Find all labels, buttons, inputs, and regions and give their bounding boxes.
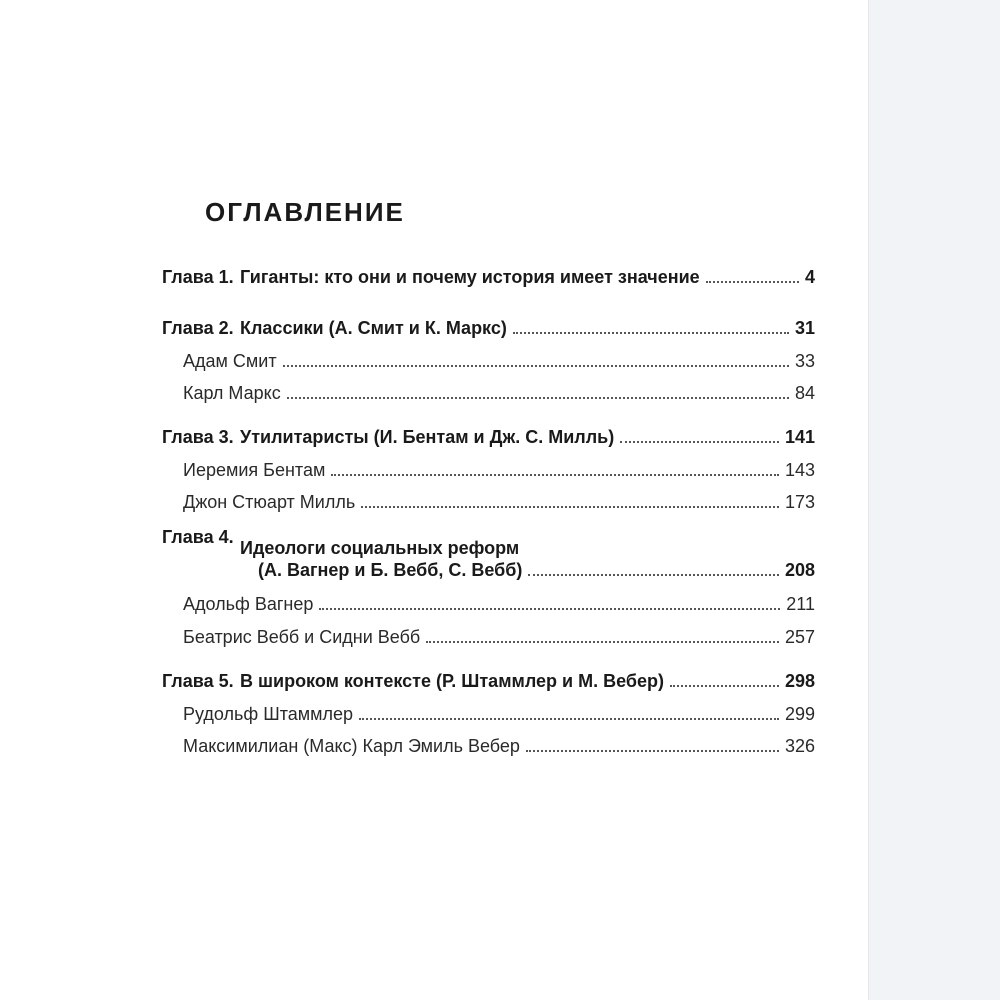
dot-leader xyxy=(528,574,779,576)
dot-leader xyxy=(526,750,779,752)
section-title: Адольф Вагнер xyxy=(183,594,314,614)
page-number: 4 xyxy=(804,267,815,287)
page-number: 173 xyxy=(784,492,815,512)
toc-line xyxy=(240,670,815,692)
toc-line xyxy=(183,735,815,757)
toc-line xyxy=(183,350,815,372)
dot-leader xyxy=(319,608,780,610)
toc-section[interactable] xyxy=(0,346,815,376)
chapter-title: В широком контексте (Р. Штаммлер и М. Вебер) xyxy=(240,671,664,691)
section-title: Беатрис Вебб и Сидни Вебб xyxy=(183,627,421,647)
dot-leader xyxy=(670,685,779,687)
chapter-number: Глава 2. xyxy=(162,318,234,338)
page-number: 31 xyxy=(794,318,815,338)
toc-line xyxy=(183,459,815,481)
page-number: 33 xyxy=(794,351,815,371)
chapter-number: Глава 4. xyxy=(162,527,234,547)
dot-leader xyxy=(287,397,789,399)
section-title: Рудольф Штаммлер xyxy=(183,704,354,724)
chapter-title: Классики (А. Смит и К. Маркс) xyxy=(240,318,507,338)
toc-line xyxy=(240,317,815,339)
page-number: 141 xyxy=(784,427,815,447)
toc-chapter-3[interactable] xyxy=(0,422,815,452)
chapter-title: Гиганты: кто они и почему история имеет значение xyxy=(240,267,700,287)
chapter-number: Глава 1. xyxy=(162,267,234,287)
toc-section[interactable] xyxy=(0,622,815,652)
dot-leader xyxy=(359,718,779,720)
toc-section[interactable] xyxy=(0,378,815,408)
chapter-number: Глава 3. xyxy=(162,427,234,447)
chapter-title: Утилитаристы (И. Бентам и Дж. С. Милль) xyxy=(240,427,615,447)
dot-leader xyxy=(426,641,779,643)
section-title: Джон Стюарт Милль xyxy=(183,492,356,512)
toc-line xyxy=(183,703,815,725)
chapter-title: (А. Вагнер и Б. Вебб, С. Вебб) xyxy=(258,560,523,580)
dot-leader xyxy=(361,506,779,508)
page-number: 298 xyxy=(784,671,815,691)
toc-section[interactable] xyxy=(0,731,815,761)
section-title: Карл Маркс xyxy=(183,383,281,403)
toc-line xyxy=(258,559,815,581)
page-number: 143 xyxy=(784,460,815,480)
page-number: 257 xyxy=(784,627,815,647)
toc-line xyxy=(183,382,815,404)
dot-leader xyxy=(283,365,789,367)
toc-heading: ОГЛАВЛЕНИЕ xyxy=(205,197,405,227)
toc-line xyxy=(183,626,815,648)
dot-leader xyxy=(513,332,789,334)
toc-chapter-5[interactable] xyxy=(0,666,815,696)
page-number: 326 xyxy=(784,736,815,756)
toc-line xyxy=(183,491,815,513)
toc-line xyxy=(240,266,815,288)
page-number: 299 xyxy=(784,704,815,724)
dot-leader xyxy=(706,281,799,283)
page-number: 208 xyxy=(784,560,815,580)
page-number: 211 xyxy=(786,594,815,614)
toc-section[interactable] xyxy=(0,455,815,485)
chapter-title-line-1: Идеологи социальных реформ xyxy=(240,538,520,558)
section-title: Адам Смит xyxy=(183,351,277,371)
section-title: Максимилиан (Макс) Карл Эмиль Вебер xyxy=(183,736,520,756)
dot-leader xyxy=(620,441,779,443)
dot-leader xyxy=(331,474,779,476)
chapter-number: Глава 5. xyxy=(162,671,234,691)
toc-section[interactable] xyxy=(0,589,815,619)
toc-section[interactable] xyxy=(0,487,815,517)
toc-chapter-1[interactable] xyxy=(0,262,815,292)
toc-line xyxy=(240,426,815,448)
toc-section[interactable] xyxy=(0,699,815,729)
toc-chapter-2[interactable] xyxy=(0,313,815,343)
section-title: Иеремия Бентам xyxy=(183,460,326,480)
toc-line xyxy=(183,593,815,615)
page-number: 84 xyxy=(794,383,815,403)
